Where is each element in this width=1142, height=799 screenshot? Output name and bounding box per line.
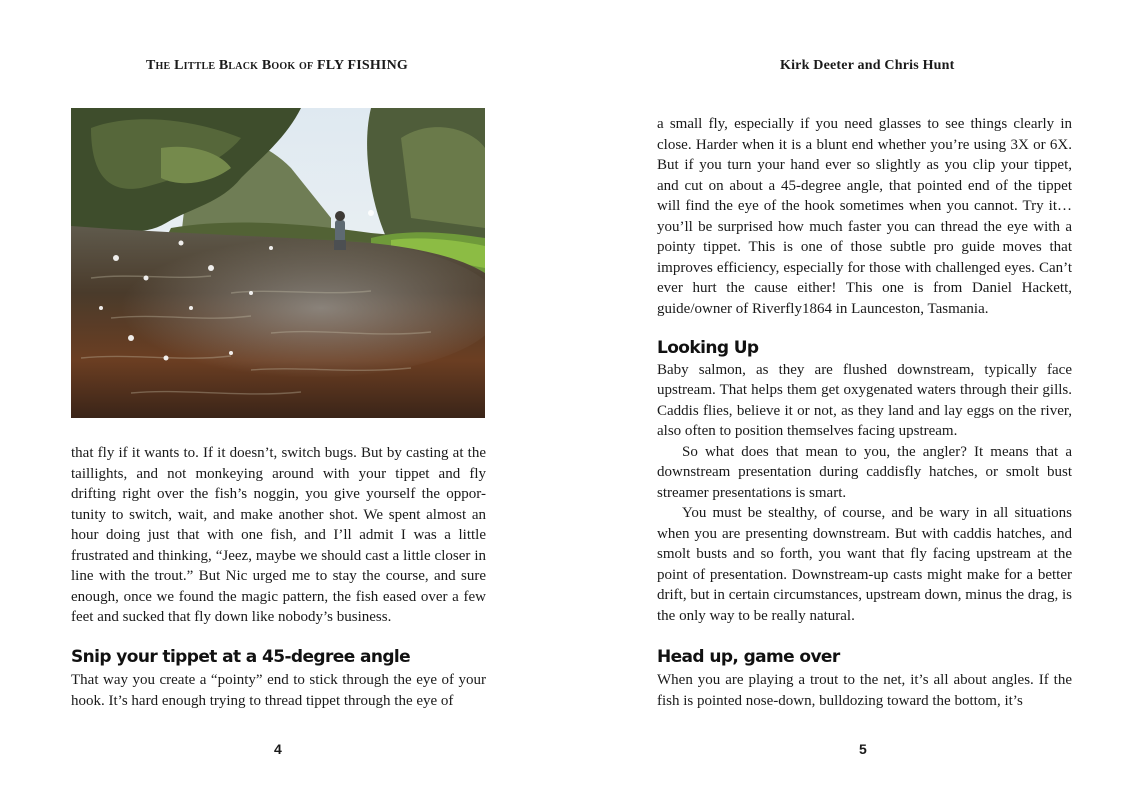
section-left <box>71 647 486 707</box>
section-looking-up <box>657 338 1072 626</box>
page-number-left: 4 <box>274 741 282 757</box>
paragraph-right-1: a small fly, especially if you need glasses to see things clearly in close. Harder when it is a blunt end whether you’re using 3X or 6X. But if you turn your hand ever so slightly as you clip your tippet, and cut on about a 45-degree angle, that pointed end of the tippet will find the eye of the hook sometimes when you cannot. Try it… you’ll be surprised how much faster you can thread the eye with a pointy tippet. This is one of those subtle pro guide moves that improves efficiency, especially for those with challenged eyes. Can’t ever hurt the cause either! This one is from Daniel Hackett, guide/owner of Riverfly1864 in Launceston, Tasmania. <box>657 116 1072 317</box>
page-number-right: 5 <box>859 741 867 757</box>
right-page <box>571 0 1142 799</box>
paragraph-right-2: Baby salmon, as they are flushed downstream, typically face upstream. That helps them get oxygenated waters through their gills. Caddis flies, believe it or not, as they land and lay eggs on the river, also often to position themselves facing upstream. <box>657 361 1072 439</box>
section-heading-looking-up: Looking Up <box>657 338 759 358</box>
section-heading-head-up: Head up, game over <box>657 647 840 667</box>
running-head-left: The Little Black Book of FLY FISHING <box>146 58 409 73</box>
section-heading-snip-tippet: Snip your tippet at a 45-degree angle <box>71 647 411 667</box>
paragraph-left-2: That way you create a “pointy” end to stick through the eye of your hook. It’s hard enough trying to thread tippet through the eye of <box>71 672 486 709</box>
paragraph-right-3: So what does that mean to you, the angler? It means that a downstream presentation during caddisfly hatches, or smolt bust streamer presentations is smart. <box>657 443 1072 501</box>
river-photo-illustration <box>71 108 485 418</box>
paragraph-left-1: that fly if it wants to. If it doesn’t, switch bugs. But by casting at the taillights, and not monkeying around with your tippet and fly drifting right over the fish’s noggin, you give yourself the oppor-tunity to switch, wait, and make another shot. We spent almost an hour doing just that with one fish, and I’ll admit I was a little frustrated and thinking, “Jeez, maybe we should cast a little closer in line with the trout.” But Nic urged me to stay the course, and sure enough, once we found the magic pattern, the fish eased over a few feet and sucked that fly down like nobody’s business. <box>71 445 486 625</box>
angler-figure <box>334 211 346 250</box>
body-text-left <box>71 443 486 628</box>
section-head-up <box>657 647 1072 707</box>
paragraph-right-5: When you are playing a trout to the net, it’s all about angles. If the fish is pointed nose-down, bulldozing toward the bottom, it’s <box>657 672 1072 709</box>
river-photo <box>71 108 485 418</box>
running-head-right: Kirk Deeter and Chris Hunt <box>780 58 955 73</box>
paragraph-right-4: You must be stealthy, of course, and be wary in all situations when you are presenting downstream. But with caddis hatches, and smolt busts and so forth, you want that fly facing upstream at the point of presentation. Downstream-up casts might make for a better drift, but in certain circumstances, upstream down, minus the drag, is the only way to be really natural. <box>657 505 1072 624</box>
body-text-right-top <box>657 114 1072 319</box>
